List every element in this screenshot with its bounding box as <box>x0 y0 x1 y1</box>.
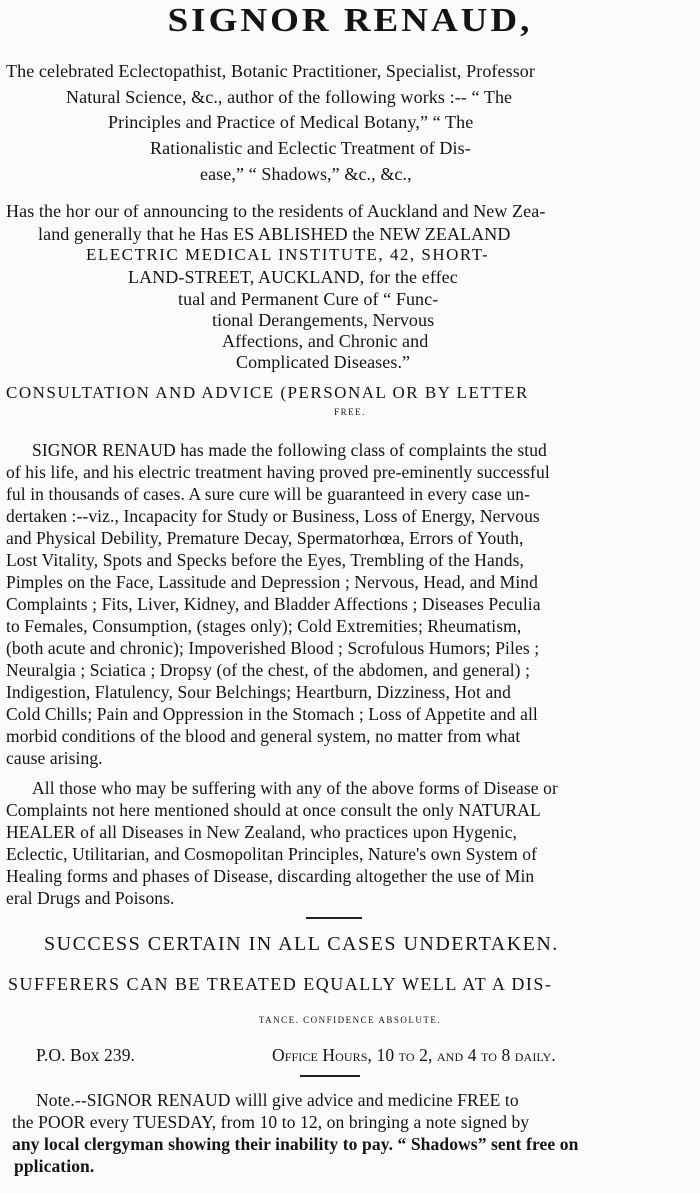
suffering-line: Eclectic, Utilitarian, and Cosmopolitan Principles, Nature's own System of <box>6 844 538 864</box>
po-box: P.O. Box 239. <box>36 1045 136 1065</box>
complaints-line: Cold Chills; Pain and Oppression in the Stomach ; Loss of Appetite and all <box>6 704 538 724</box>
complaints-line: Indigestion, Flatulency, Sour Belchings; Heartburn, Dizziness, Hot and <box>6 682 512 702</box>
announcement-line: Affections, and Chronic and <box>222 331 429 351</box>
announcement-line: LAND-STREET, AUCKLAND, for the effec <box>128 267 458 287</box>
office-hours: Office Hours, 10 to 2, and 4 to 8 daily. <box>272 1045 556 1065</box>
complaints-line: SIGNOR RENAUD has made the following class of complaints the stud <box>32 440 547 460</box>
intro-line: Principles and Practice of Medical Botany,” “ The <box>108 112 474 132</box>
complaints-line: and Physical Debility, Premature Decay, Spermatorhœa, Errors of Youth, <box>6 528 524 548</box>
sufferers-line: TANCE. CONFIDENCE ABSOLUTE. <box>258 1015 442 1025</box>
intro-line: Rationalistic and Eclectic Treatment of Dis- <box>150 138 471 158</box>
complaints-line: ful in thousands of cases. A sure cure will be guaranteed in every case un- <box>6 484 531 504</box>
advertiser-title: SIGNOR RENAUD, <box>167 1 533 40</box>
note-line: any local clergyman showing their inability to pay. “ Shadows” sent free on <box>12 1134 579 1154</box>
announcement-line: land generally that he Has ES ABLISHED the NEW ZEALAND <box>38 224 511 244</box>
suffering-line: Healing forms and phases of Disease, discarding altogether the use of Min <box>6 866 535 886</box>
intro-line: The celebrated Eclectopathist, Botanic Practitioner, Specialist, Professor <box>6 61 536 81</box>
complaints-line: dertaken :--viz., Incapacity for Study or Business, Loss of Energy, Nervous <box>6 506 540 526</box>
intro-line: Natural Science, &c., author of the following works :-- “ The <box>66 87 513 107</box>
complaints-line: of his life, and his electric treatment having proved pre-eminently successful <box>6 462 550 482</box>
complaints-line: Lost Vitality, Spots and Specks before the Eyes, Trembling of the Hands, <box>6 550 524 570</box>
note-line: pplication. <box>14 1156 95 1176</box>
complaints-line: Complaints ; Fits, Liver, Kidney, and Bladder Affections ; Diseases Peculia <box>6 594 541 614</box>
success-headline: SUCCESS CERTAIN IN ALL CASES UNDERTAKEN. <box>44 933 559 955</box>
complaints-line: cause arising. <box>6 748 103 768</box>
note-line: the POOR every TUESDAY, from 10 to 12, on bringing a note signed by <box>12 1112 530 1132</box>
suffering-line: Complaints not here mentioned should at once consult the only NATURAL <box>6 800 541 820</box>
complaints-line: to Females, Consumption, (stages only); Cold Extremities; Rheumatism, <box>6 616 522 636</box>
announcement-line: tual and Permanent Cure of “ Func- <box>178 289 439 309</box>
sufferers-line: SUFFERERS CAN BE TREATED EQUALLY WELL AT A DIS- <box>8 974 553 994</box>
note-line: Note.--SIGNOR RENAUD willl give advice and medicine FREE to <box>36 1090 519 1110</box>
suffering-line: HEALER of all Diseases in New Zealand, who practices upon Hygenic, <box>6 822 518 842</box>
divider-rule <box>300 1075 360 1077</box>
suffering-line: All those who may be suffering with any of the above forms of Disease or <box>32 778 558 798</box>
complaints-line: Pimples on the Face, Lassitude and Depression ; Nervous, Head, and Mind <box>6 572 538 592</box>
intro-line: ease,” “ Shadows,” &c., &c., <box>200 164 412 184</box>
consultation-heading-end: FREE. <box>334 407 366 417</box>
announcement-line: tional Derangements, Nervous <box>212 310 435 330</box>
consultation-heading: CONSULTATION AND ADVICE (PERSONAL OR BY LETTER <box>6 383 529 402</box>
divider-rule <box>306 917 362 919</box>
announcement-line: Has the hor our of announcing to the residents of Auckland and New Zea- <box>6 201 546 221</box>
complaints-line: (both acute and chronic); Impoverished Blood ; Scrofulous Humors; Piles ; <box>6 638 540 658</box>
complaints-line: morbid conditions of the blood and general system, no matter from what <box>6 726 521 746</box>
announcement-line: ELECTRIC MEDICAL INSTITUTE, 42, SHORT- <box>86 245 490 264</box>
announcement-line: Complicated Diseases.” <box>236 352 411 372</box>
suffering-line: eral Drugs and Poisons. <box>6 888 175 908</box>
complaints-line: Neuralgia ; Sciatica ; Dropsy (of the chest, of the abdomen, and general) ; <box>6 660 531 680</box>
